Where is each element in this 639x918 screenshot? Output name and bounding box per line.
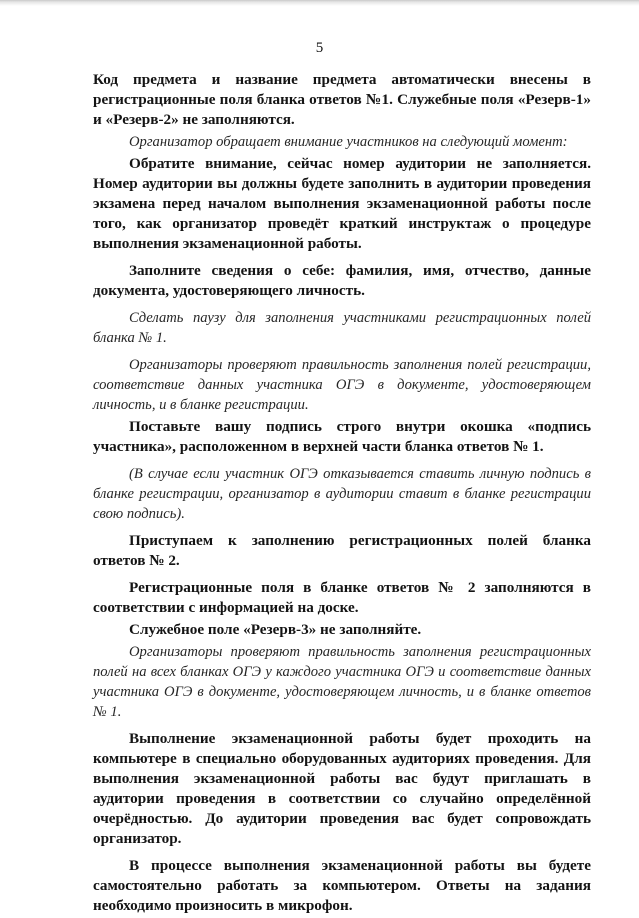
scan-top-edge	[0, 0, 639, 6]
paragraph-form-two-board: Регистрационные поля в бланке ответов № 2 заполняются в соответствии с информацией на доске.	[93, 579, 591, 616]
paragraph-computer-rooms: Выполнение экзаменационной работы будет проходить на компьютере в специально оборудованных аудиториях проведения. Для выполнения экзаменационной работы вас будут приглашать в аудитории проведения в соответствии со случайно определённой очерёдностью. До аудитории проведения вас будет сопровождать организатор.	[93, 730, 591, 847]
paragraph-organizer-attention: Организатор обращает внимание участников на следующий момент:	[129, 134, 568, 150]
document-body	[93, 70, 591, 918]
paragraph-pause-instruction: Сделать паузу для заполнения участниками регистрационных полей бланка № 1.	[93, 310, 591, 346]
paragraph-microphone-answers: В процессе выполнения экзаменационной работы вы будете самостоятельно работать за компьютером. Ответы на задания необходимо произносить в микрофон.	[93, 857, 591, 914]
paragraph-check-all-forms: Организаторы проверяют правильность заполнения регистрационных полей на всех бланках ОГЭ у каждого участника ОГЭ и соответствие данных участника ОГЭ в документе, удостоверяющем личность, и в бланке ответов № 1.	[93, 644, 591, 720]
paragraph-fill-personal-info: Заполните сведения о себе: фамилия, имя, отчество, данные документа, удостоверяющего личность.	[93, 262, 591, 299]
paragraph-reserve-three: Служебное поле «Резерв-3» не заполняйте.	[129, 621, 422, 638]
paragraph-subject-code-note: Код предмета и название предмета автоматически внесены в регистрационные поля бланка ответов №1. Служебные поля «Резерв-1» и «Резерв-2» не заполняются.	[93, 71, 591, 128]
paragraph-signature-instruction: Поставьте вашу подпись строго внутри окошка «подпись участника», расположенном в верхней части бланка ответов № 1.	[93, 418, 591, 455]
paragraph-form-two-start: Приступаем к заполнению регистрационных полей бланка ответов № 2.	[93, 532, 591, 569]
paragraph-organizers-check: Организаторы проверяют правильность заполнения полей регистрации, соответствие данных участника ОГЭ в документе, удостоверяющем личность, и в бланке регистрации.	[93, 357, 591, 413]
paragraph-signature-refusal: (В случае если участник ОГЭ отказывается ставить личную подпись в бланке регистрации, организатор в аудитории ставит в бланке регистрации свою подпись).	[93, 466, 591, 522]
paragraph-room-number-note: Обратите внимание, сейчас номер аудитории не заполняется. Номер аудитории вы должны будете заполнить в аудитории проведения экзамена перед началом выполнения экзаменационной работы после того, как организатор проведёт краткий инструктаж о процедуре выполнения экзаменационной работы.	[93, 155, 591, 252]
page-number: 5	[315, 40, 324, 56]
